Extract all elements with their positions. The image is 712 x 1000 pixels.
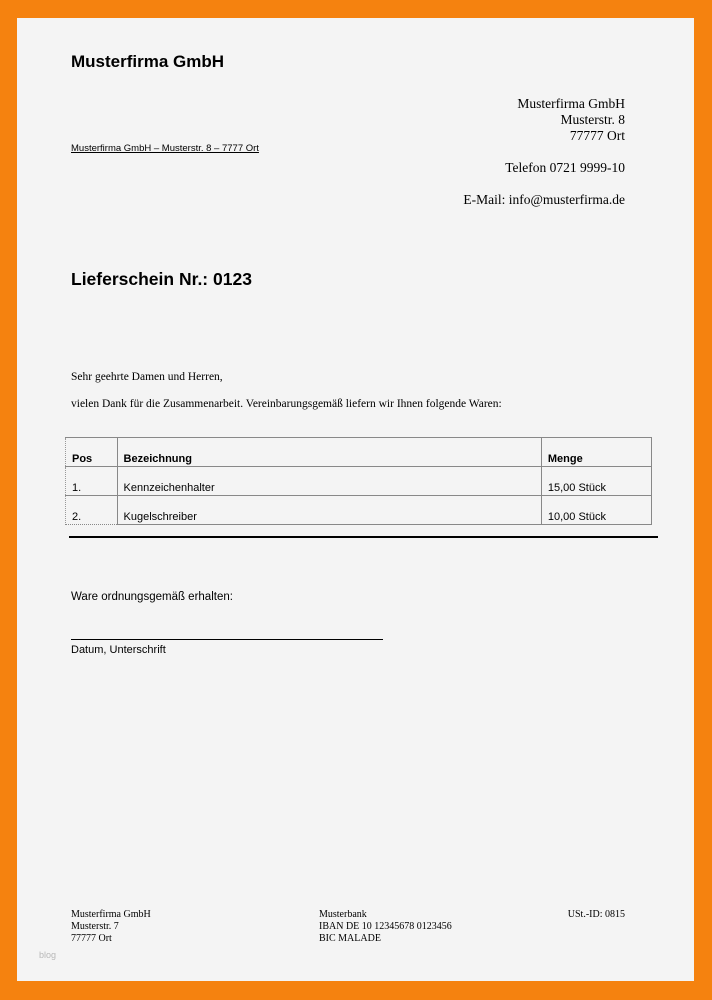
footer-bank-bic: BIC MALADE xyxy=(319,933,381,944)
table-row xyxy=(66,467,652,496)
document-title: Lieferschein Nr.: 0123 xyxy=(71,269,252,289)
delivery-table xyxy=(65,437,652,525)
row-pos: 2. xyxy=(66,496,118,525)
footer-tax xyxy=(568,909,625,921)
footer-bank xyxy=(319,909,452,945)
footer-company-city: 77777 Ort xyxy=(71,933,112,944)
address-email: E-Mail: info@musterfirma.de xyxy=(463,192,625,207)
header-pos: Pos xyxy=(66,438,118,467)
row-bezeichnung: Kennzeichenhalter xyxy=(117,467,541,496)
intro-text: vielen Dank für die Zusammenarbeit. Vereinbarungsgemäß liefern wir Ihnen folgende Waren: xyxy=(71,398,502,410)
company-title: Musterfirma GmbH xyxy=(71,52,225,71)
salutation: Sehr geehrte Damen und Herren, xyxy=(71,371,223,383)
row-bezeichnung: Kugelschreiber xyxy=(117,496,541,525)
table-divider-rule xyxy=(69,536,658,538)
footer-company-name: Musterfirma GmbH xyxy=(71,909,151,920)
signature-line xyxy=(71,639,383,640)
row-menge: 10,00 Stück xyxy=(541,496,651,525)
table-row xyxy=(66,496,652,525)
address-street: Musterstr. 8 xyxy=(560,112,625,127)
table-header-row xyxy=(66,438,652,467)
receipt-text: Ware ordnungsgemäß erhalten: xyxy=(71,591,233,603)
signature-caption: Datum, Unterschrift xyxy=(71,644,166,656)
header-bezeichnung: Bezeichnung xyxy=(117,438,541,467)
row-pos: 1. xyxy=(66,467,118,496)
footer-vat-id: USt.-ID: 0815 xyxy=(567,909,625,920)
document-page xyxy=(17,18,694,981)
footer-bank-name: Musterbank xyxy=(319,909,367,920)
watermark-text: blog xyxy=(39,950,57,960)
header-menge: Menge xyxy=(541,438,651,467)
footer-company-street: Musterstr. 7 xyxy=(71,921,119,932)
sender-return-line: Musterfirma GmbH – Musterstr. 8 – 7777 Ort xyxy=(71,143,259,154)
footer-company xyxy=(71,909,151,945)
address-phone: Telefon 0721 9999-10 xyxy=(505,160,625,175)
address-company: Musterfirma GmbH xyxy=(517,96,625,111)
footer-bank-iban: IBAN DE 10 12345678 0123456 xyxy=(319,921,452,932)
address-city: 77777 Ort xyxy=(569,128,625,143)
row-menge: 15,00 Stück xyxy=(541,467,651,496)
